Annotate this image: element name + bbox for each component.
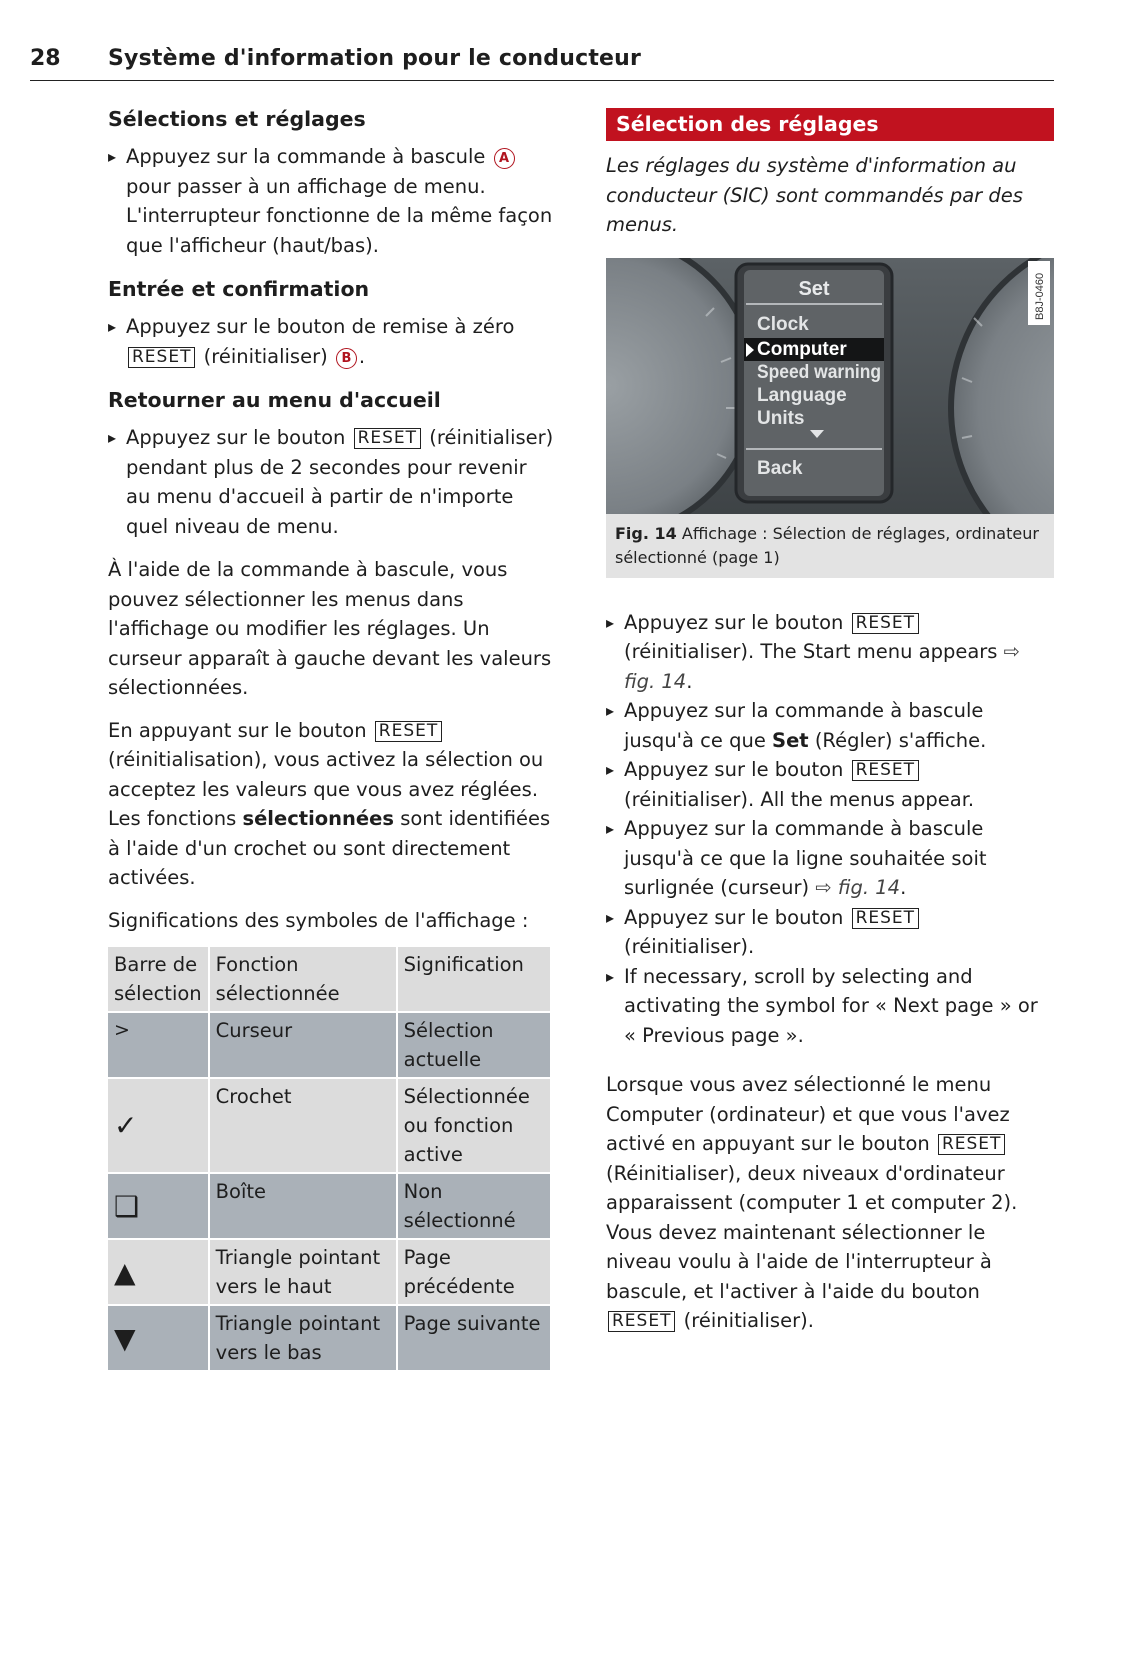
image-code-label: B8J-0460: [1034, 272, 1046, 320]
figure-14: [606, 258, 1054, 578]
symbols-table: [108, 947, 552, 1372]
section-intro: Les réglages du système d'information au conducteur (SIC) sont commandés par des menus.: [606, 154, 1023, 236]
table-cell: Crochet: [210, 1079, 398, 1174]
dashboard-display-image: [606, 258, 1054, 514]
table-cell: Boîte: [210, 1174, 398, 1240]
table-row: [108, 1306, 552, 1372]
menu-item: Clock: [757, 313, 809, 335]
step-6: ▸ If necessary, scroll by selecting and activating the symbol for « Next page » or « Previous page ».: [606, 962, 1054, 1051]
step-5: ▸ Appuyez sur le bouton RESET (réinitialiser).: [606, 903, 1054, 962]
reset-key-label: RESET: [375, 721, 442, 742]
step-3: ▸ Appuyez sur le bouton RESET (réinitialiser). All the menus appear.: [606, 755, 1054, 814]
table-header-row: [108, 947, 552, 1013]
table-cell: Triangle pointant vers le haut: [210, 1240, 398, 1306]
cursor-symbol-icon: >: [108, 1013, 210, 1079]
paragraph-symbols-intro: Significations des symboles de l'affichage :: [108, 908, 529, 932]
table-header: Signification: [398, 947, 552, 1013]
figure-caption: Fig. 14 Affichage : Sélection de réglages, ordinateur sélectionné (page 1): [615, 523, 1039, 567]
reset-key-label: RESET: [608, 1311, 675, 1332]
step-4: ▸ Appuyez sur la commande à bascule jusqu'à ce que la ligne souhaitée soit surlignée (curseur) ⇨ fig. 14.: [606, 814, 1054, 903]
heading-entry: Entrée et confirmation: [108, 277, 370, 301]
menu-item: Language: [757, 384, 847, 406]
instruction-toggle-switch: ▸ Appuyez sur la commande à bascule A pour passer à un affichage de menu. L'interrupteur fonctionne de la même façon que l'afficheur (haut/bas).: [108, 142, 556, 260]
paragraph-computer-menu: Lorsque vous avez sélectionné le menu Computer (ordinateur) et que vous l'avez activé en appuyant sur le bouton RESET (Réinitialiser), deux niveaux d'ordinateur apparaissent (computer 1 et computer 2). Vous devez maintenant sélectionner le niveau voulu à l'aide de l'interrupteur à bascule, et l'activer à l'aide du bouton RESET (réinitialiser).: [606, 1073, 1018, 1332]
table-cell: Sélectionnée ou fonction active: [398, 1079, 552, 1174]
table-row: [108, 1174, 552, 1240]
table-cell: Page précédente: [398, 1240, 552, 1306]
reset-key-label: RESET: [852, 908, 919, 929]
table-cell: Page suivante: [398, 1306, 552, 1372]
callout-b-icon: B: [336, 348, 357, 369]
step-2: ▸ Appuyez sur la commande à bascule jusqu'à ce que Set (Régler) s'affiche.: [606, 696, 1054, 755]
page-header: [30, 42, 1054, 81]
table-header: Fonction sélectionnée: [210, 947, 398, 1013]
table-header: Barre de sélection: [108, 947, 210, 1013]
menu-title: Set: [798, 277, 830, 300]
table-row: [108, 1013, 552, 1079]
reset-key-label: RESET: [852, 613, 919, 634]
table-cell: Non sélectionné: [398, 1174, 552, 1240]
chapter-title: Système d'information pour le conducteur: [108, 46, 642, 71]
reset-key-label: RESET: [354, 428, 421, 449]
triangle-up-icon: ▲: [108, 1240, 210, 1306]
reset-key-label: RESET: [852, 760, 919, 781]
triangle-down-icon: ▼: [108, 1306, 210, 1372]
section-title-bar: Sélection des réglages: [606, 108, 1054, 141]
reset-key-label: RESET: [938, 1134, 1005, 1155]
menu-item: Speed warning: [757, 361, 881, 383]
instruction-reset-button: ▸ Appuyez sur le bouton de remise à zéro RESET (réinitialiser) B .: [108, 312, 556, 371]
menu-item: Units: [757, 407, 805, 429]
table-cell: Sélection actuelle: [398, 1013, 552, 1079]
heading-selections: Sélections et réglages: [108, 107, 366, 131]
heading-return-home: Retourner au menu d'accueil: [108, 388, 441, 412]
figure-reference: ⇨ fig. 14: [624, 640, 1020, 693]
step-1: ▸ Appuyez sur le bouton RESET (réinitialiser). The Start menu appears ⇨ fig. 14.: [606, 608, 1054, 697]
callout-a-icon: A: [494, 148, 515, 169]
table-row: [108, 1079, 552, 1174]
paragraph-reset: En appuyant sur le bouton RESET (réinitialisation), vous activez la sélection ou acceptez les valeurs que vous avez réglées. Les fonctions sélectionnées sont identifiées à l'aide d'un crochet ou sont directement activées.: [108, 718, 551, 889]
table-cell: Triangle pointant vers le bas: [210, 1306, 398, 1372]
box-icon: ❑: [108, 1174, 210, 1240]
left-column: [108, 104, 556, 1372]
page-number: 28: [30, 46, 61, 71]
reset-key-label: RESET: [128, 347, 195, 368]
table-cell: Curseur: [210, 1013, 398, 1079]
menu-back: Back: [757, 457, 803, 479]
paragraph-toggle: À l'aide de la commande à bascule, vous pouvez sélectionner les menus dans l'affichage ou modifier les réglages. Un curseur apparaît à gauche devant les valeurs sélectionnées.: [108, 558, 552, 699]
menu-item-selected: Computer: [757, 338, 847, 360]
checkmark-icon: ✓: [108, 1079, 210, 1174]
instruction-return-home: ▸ Appuyez sur le bouton RESET (réinitialiser) pendant plus de 2 secondes pour revenir au menu d'accueil à partir de n'importe quel niveau de menu.: [108, 423, 556, 541]
table-row: [108, 1240, 552, 1306]
right-column: [606, 108, 1054, 1349]
figure-reference: ⇨ fig. 14: [815, 876, 901, 899]
